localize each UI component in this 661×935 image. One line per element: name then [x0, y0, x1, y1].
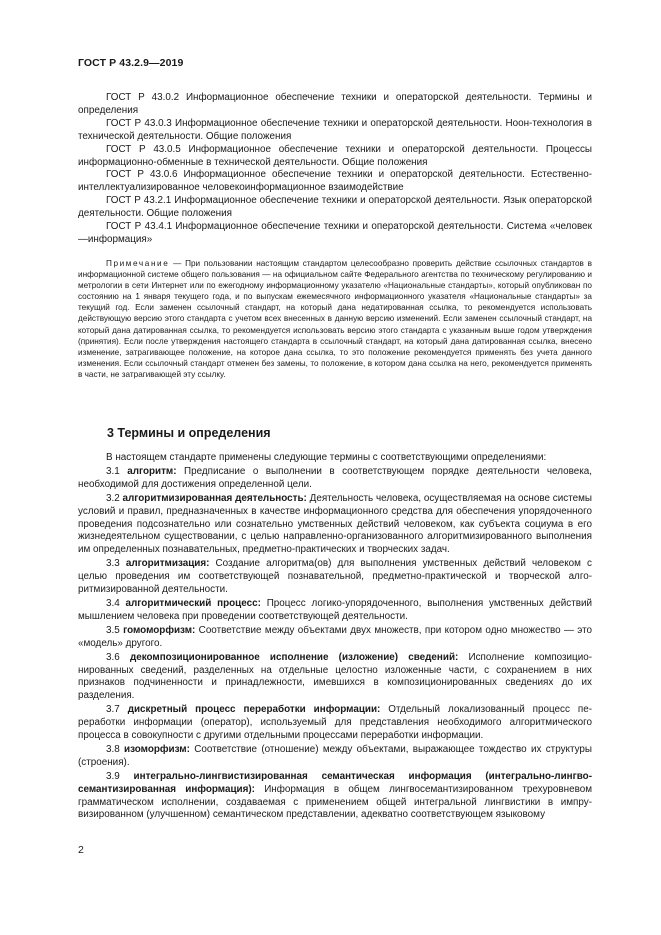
document-header: ГОСТ Р 43.2.9—2019: [78, 57, 184, 69]
definition-number: 3.1: [106, 465, 128, 477]
definition-text: Исполнение композиционированных сведений, разделенных на отдельные целостно изложенные части, с сохранением в них признаков подчиненности и принадлежности, имевшихся в композиционированных сведениях до их разделения.: [78, 651, 592, 702]
definition-term: изоморфизм:: [124, 743, 190, 755]
definition-number: 3.7: [106, 704, 128, 716]
note-block: [78, 258, 592, 380]
definition-text: Предписание о выполнении в соответствующем порядке деятельности человека, необходимой для достижения определенной цели.: [78, 465, 592, 490]
definition-term: декомпозиционированное исполнение (изложение) сведений:: [129, 651, 459, 663]
definition-number: 3.6: [106, 651, 130, 663]
definition-number: 3.3: [106, 558, 126, 570]
definition-number: 3.9: [106, 770, 134, 782]
definition-text: Деятельность человека, осуществляемая на основе системы условий и правил, предназначенных в качестве информационного средства для обеспечения упорядоченного проведения подсознательно или сознательно умственных действий человеком, как субъекта социума в его жизнедеятельном существовании, с целью направленно-организованного алгоритмизированного выполнения им определенных познавательных, предметно-практических и творческих задач.: [78, 492, 592, 556]
definition-item: [78, 704, 592, 743]
section-title: 3 Термины и определения: [107, 426, 271, 440]
definition-text: Соответствие между объектами двух множеств, при котором одно множество — это «модель» другого.: [78, 624, 592, 649]
definition-text: Процесс логико-упорядоченного, выполнения умственных действий мышлением человека при проведении соответствующей деятельности.: [78, 597, 592, 622]
definitions-list: [78, 452, 592, 823]
definition-text: Информация в общем лингвосемантизированном трехуровневом грамматическом исполнении, создаваемая с применением общей интегральной лингвистики в импрувизированном (улучшенном) семантическом представлении, адекватно соответствующем языковому: [78, 783, 592, 821]
definition-text: Создание алгоритма(ов) для выполнения умственных действий человеком с целью проведения им соответствующей познавательной, предметно-практической и творческой алгоритмизированной деятельности.: [78, 558, 592, 596]
definition-term: алгоритмический процесс:: [125, 597, 261, 609]
definition-term: дискретный процесс переработки информации:: [127, 704, 381, 716]
definition-term: гомоморфизм:: [123, 624, 196, 636]
reference-item: ГОСТ Р 43.0.6 Информационное обеспечение техники и операторской деятельности. Естественно-интеллектуализированное человекоинформационное взаимодействие: [78, 169, 592, 194]
definition-item: [78, 744, 592, 770]
page-number: 2: [78, 844, 84, 856]
definition-term: алгоритмизация:: [125, 558, 210, 570]
definition-item: [78, 558, 592, 597]
definition-item: [78, 652, 592, 704]
definition-text: Соответствие (отношение) между объектами, выражающее тождество их структуры (строения).: [78, 743, 592, 768]
reference-item: ГОСТ Р 43.2.1 Информационное обеспечение техники и операторской деятельности. Язык операторской деятельности. Общие положения: [78, 195, 592, 220]
definition-number: 3.5: [106, 624, 124, 636]
reference-item: ГОСТ Р 43.0.2 Информационное обеспечение техники и операторской деятельности. Термины и определения: [78, 92, 592, 116]
definition-number: 3.2: [106, 492, 123, 504]
reference-item: ГОСТ Р 43.0.5 Информационное обеспечение техники и операторской деятельности. Процессы информационно-обменные в технической деятельности. Общие положения: [78, 143, 592, 168]
references-list: [78, 92, 592, 247]
definition-item: [78, 771, 592, 823]
note-text: — При пользовании настоящим стандартом целесообразно проверить действие ссылочных стандартов в информационной системе общего пользования — на официальном сайте Федерального агентства по техническому регулированию и метрологии в сети Интернет или по ежегодному информационному указателю «Национальные стандарты», который опубликован по состоянию на 1 января текущего года, и по выпускам ежемесячного информационного указателя «Национальные стандарты» за текущий год. Если заменен ссылочный стандарт, на который дана недатированная ссылка, то рекомендуется использовать действующую версию этого стандарта с учетом всех внесенных в данную версию изменений. Если заменен ссылочный стандарт, на который дана датированная ссылка, то рекомендуется использовать версию этого стандарта с указанным выше годом утверждения (принятия). Если после утверждения настоящего стандарта в ссылочный стандарт, на который дана датированная ссылка, внесено изменение, затрагивающее положение, на которое дана ссылка, то это положение рекомендуется применять без учета данного изменения. Если ссылочный стандарт отменен без замены, то положение, в котором дана ссылка на него, рекомендуется применять в части, не затрагивающей эту ссылку.: [78, 259, 592, 379]
definition-item: [78, 493, 592, 558]
definition-term: алгоритм:: [127, 465, 177, 477]
definition-item: [78, 625, 592, 651]
definition-number: 3.4: [106, 597, 126, 609]
definition-item: [78, 598, 592, 624]
reference-item: ГОСТ Р 43.0.3 Информационное обеспечение техники и операторской деятельности. Ноон-технология в технической деятельности. Общие положения: [78, 117, 592, 142]
definition-term: интегрально-лингвистизированная семантическая информация (интегрально-лингвосемантизированная информация):: [78, 770, 592, 795]
definition-number: 3.8: [106, 743, 125, 755]
definition-item: [78, 466, 592, 492]
definition-term: алгоритмизированная деятельность:: [122, 492, 307, 504]
definition-text: Отдельный локализованный процесс переработки информации (оператор), используемый для представления необходимого алгоритмического процесса в совокупности с другими отдельными процессами переработки информации.: [78, 704, 592, 742]
note-label: Примечание: [106, 259, 170, 268]
section-intro: В настоящем стандарте применены следующие термины с соответствующими определениями:: [106, 452, 547, 463]
reference-item: ГОСТ Р 43.4.1 Информационное обеспечение техники и операторской деятельности. Система «человек—информация»: [78, 221, 592, 245]
